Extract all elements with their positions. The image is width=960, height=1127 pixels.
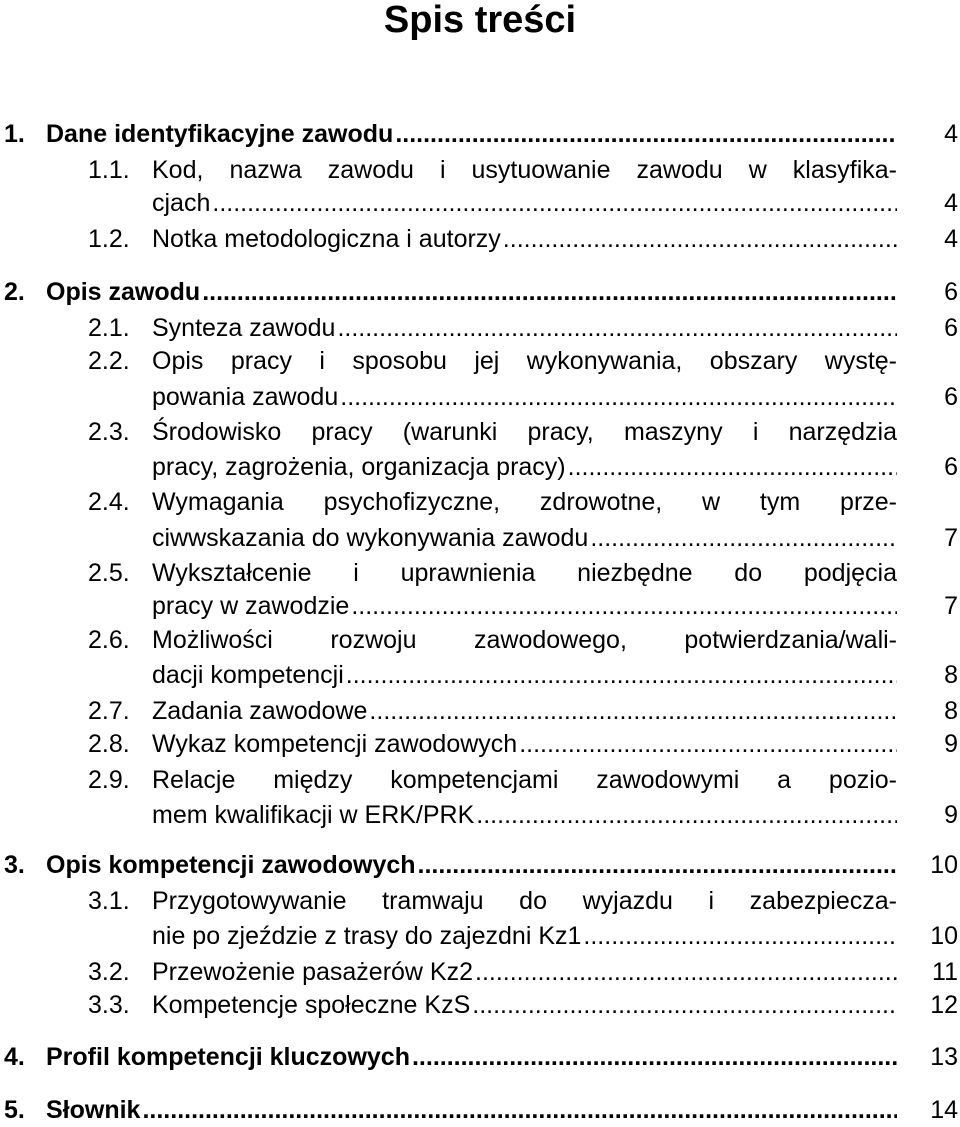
toc-entry-title: Wykaz kompetencji zawodowych <box>152 730 518 758</box>
toc-subsection[interactable] <box>0 988 960 1022</box>
toc-dot-leader <box>351 589 897 623</box>
toc-subsection[interactable] <box>0 344 960 378</box>
toc-entry-number: 1. <box>4 120 25 148</box>
toc-page-number: 4 <box>944 225 958 253</box>
toc-entry-title: pracy w zawodzie <box>152 592 350 620</box>
toc-subsection-continuation[interactable] <box>0 658 960 692</box>
toc-entry-title: Przygotowywanie tramwaju do wyjazdu i zabezpiecza- <box>152 887 897 915</box>
toc-subsection[interactable] <box>0 955 960 989</box>
toc-page-number: 8 <box>944 661 958 689</box>
toc-page-number: 4 <box>944 120 958 148</box>
toc-subsection-continuation[interactable] <box>0 798 960 832</box>
toc-entry-title: Kompetencje społeczne KzS <box>152 991 471 1019</box>
toc-subsection-continuation[interactable] <box>0 589 960 623</box>
toc-dot-leader <box>583 919 897 953</box>
toc-entry-number: 3.3. <box>88 991 130 1019</box>
toc-entry-title: Zadania zawodowe <box>152 697 368 725</box>
toc-dot-leader <box>202 275 897 309</box>
toc-dot-leader <box>475 955 897 989</box>
toc-entry-number: 2.5. <box>88 559 130 587</box>
toc-subsection[interactable] <box>0 763 960 797</box>
toc-entry-title: cjach <box>152 189 211 217</box>
toc-entry-title: Synteza zawodu <box>152 314 336 342</box>
toc-entry-title: Dane identyfikacyjne zawodu <box>46 120 394 148</box>
toc-page-number: 8 <box>944 697 958 725</box>
toc-entry-title: ciwwskazania do wykonywania zawodu <box>152 524 589 552</box>
toc-section[interactable] <box>0 1040 960 1074</box>
toc-page-number: 10 <box>930 851 958 879</box>
toc-section[interactable] <box>0 848 960 882</box>
toc-subsection-continuation[interactable] <box>0 186 960 220</box>
toc-entry-number: 2.2. <box>88 347 130 375</box>
toc-entry-number: 1.2. <box>88 225 130 253</box>
toc-entry-number: 3.1. <box>88 887 130 915</box>
toc-dot-leader <box>503 222 897 256</box>
toc-subsection[interactable] <box>0 727 960 761</box>
toc-subsection-continuation[interactable] <box>0 450 960 484</box>
toc-section[interactable] <box>0 275 960 309</box>
toc-entry-title: Kod, nazwa zawodu i usytuowanie zawodu w klasyfika- <box>152 156 897 184</box>
toc-entry-number: 5. <box>4 1096 25 1124</box>
toc-dot-leader <box>590 521 897 555</box>
toc-section[interactable] <box>0 117 960 151</box>
page-title: Spis treści <box>383 0 577 41</box>
toc-entry-title: Relacje między kompetencjami zawodowymi a pozio- <box>152 766 897 794</box>
toc-subsection[interactable] <box>0 556 960 590</box>
toc-entry-number: 1.1. <box>88 156 130 184</box>
toc-entry-title: Profil kompetencji kluczowych <box>46 1043 410 1071</box>
toc-page-number: 7 <box>944 592 958 620</box>
toc-entry-number: 2. <box>4 278 25 306</box>
toc-entry-title: Wykształcenie i uprawnienia niezbędne do podjęcia <box>152 559 897 587</box>
toc-entry-number: 2.9. <box>88 766 130 794</box>
toc-entry-title: Notka metodologiczna i autorzy <box>152 225 501 253</box>
toc-entry-title: Wymagania psychofizyczne, zdrowotne, w tym prze- <box>152 488 897 516</box>
toc-subsection[interactable] <box>0 485 960 519</box>
toc-dot-leader <box>476 798 897 832</box>
toc-page-number: 10 <box>930 922 958 950</box>
toc-subsection[interactable] <box>0 623 960 657</box>
toc-subsection[interactable] <box>0 694 960 728</box>
toc-entry-number: 4. <box>4 1043 25 1071</box>
toc-entry-number: 2.4. <box>88 488 130 516</box>
toc-subsection[interactable] <box>0 884 960 918</box>
toc-dot-leader <box>337 311 897 345</box>
toc-entry-title: Opis kompetencji zawodowych <box>46 851 416 879</box>
toc-entry-number: 3. <box>4 851 25 879</box>
toc-dot-leader <box>472 988 897 1022</box>
toc-subsection[interactable] <box>0 415 960 449</box>
toc-dot-leader <box>568 450 897 484</box>
toc-page-number: 13 <box>930 1043 958 1071</box>
toc-dot-leader <box>369 694 897 728</box>
toc-page-number: 14 <box>930 1096 958 1124</box>
toc-page-number: 6 <box>944 383 958 411</box>
toc-page-number: 6 <box>944 453 958 481</box>
toc-subsection-continuation[interactable] <box>0 380 960 414</box>
toc-subsection[interactable] <box>0 311 960 345</box>
toc-entry-title: dacji kompetencji <box>152 661 344 689</box>
toc-entry-title: pracy, zagrożenia, organizacja pracy) <box>152 453 566 481</box>
toc-page-number: 6 <box>944 278 958 306</box>
toc-entry-number: 2.3. <box>88 418 130 446</box>
toc-page-number: 4 <box>944 189 958 217</box>
toc-entry-number: 2.8. <box>88 730 130 758</box>
toc-dot-leader <box>519 727 897 761</box>
toc-subsection-continuation[interactable] <box>0 919 960 953</box>
toc-page-number: 7 <box>944 524 958 552</box>
toc-subsection[interactable] <box>0 222 960 256</box>
toc-page-number: 12 <box>930 991 958 1019</box>
toc-dot-leader <box>395 117 897 151</box>
toc-entry-number: 2.7. <box>88 697 130 725</box>
toc-subsection-continuation[interactable] <box>0 521 960 555</box>
toc-entry-title: Opis pracy i sposobu jej wykonywania, obszary wystę- <box>152 347 897 375</box>
toc-dot-leader <box>418 848 897 882</box>
toc-dot-leader <box>346 658 897 692</box>
toc-entry-title: Słownik <box>46 1096 141 1124</box>
toc-subsection[interactable] <box>0 153 960 187</box>
toc-entry-title: Możliwości rozwoju zawodowego, potwierdzania/wali- <box>152 626 897 654</box>
toc-dot-leader <box>340 380 897 414</box>
toc-dot-leader <box>412 1040 897 1074</box>
toc-entry-title: nie po zjeździe z trasy do zajezdni Kz1 <box>152 922 582 950</box>
toc-entry-title: Opis zawodu <box>46 278 201 306</box>
toc-page-number: 6 <box>944 314 958 342</box>
toc-entry-title: Przewożenie pasażerów Kz2 <box>152 958 473 986</box>
toc-entry-number: 3.2. <box>88 958 130 986</box>
toc-entry-title: Środowisko pracy (warunki pracy, maszyny i narzędzia <box>152 418 897 446</box>
toc-page-number: 9 <box>944 801 958 829</box>
toc-dot-leader <box>212 186 897 220</box>
toc-page-number: 11 <box>932 958 958 986</box>
toc-page-number: 9 <box>944 730 958 758</box>
toc-entry-number: 2.1. <box>88 314 130 342</box>
toc-entry-title: powania zawodu <box>152 383 339 411</box>
toc-entry-title: mem kwalifikacji w ERK/PRK <box>152 801 475 829</box>
toc-entry-number: 2.6. <box>88 626 130 654</box>
